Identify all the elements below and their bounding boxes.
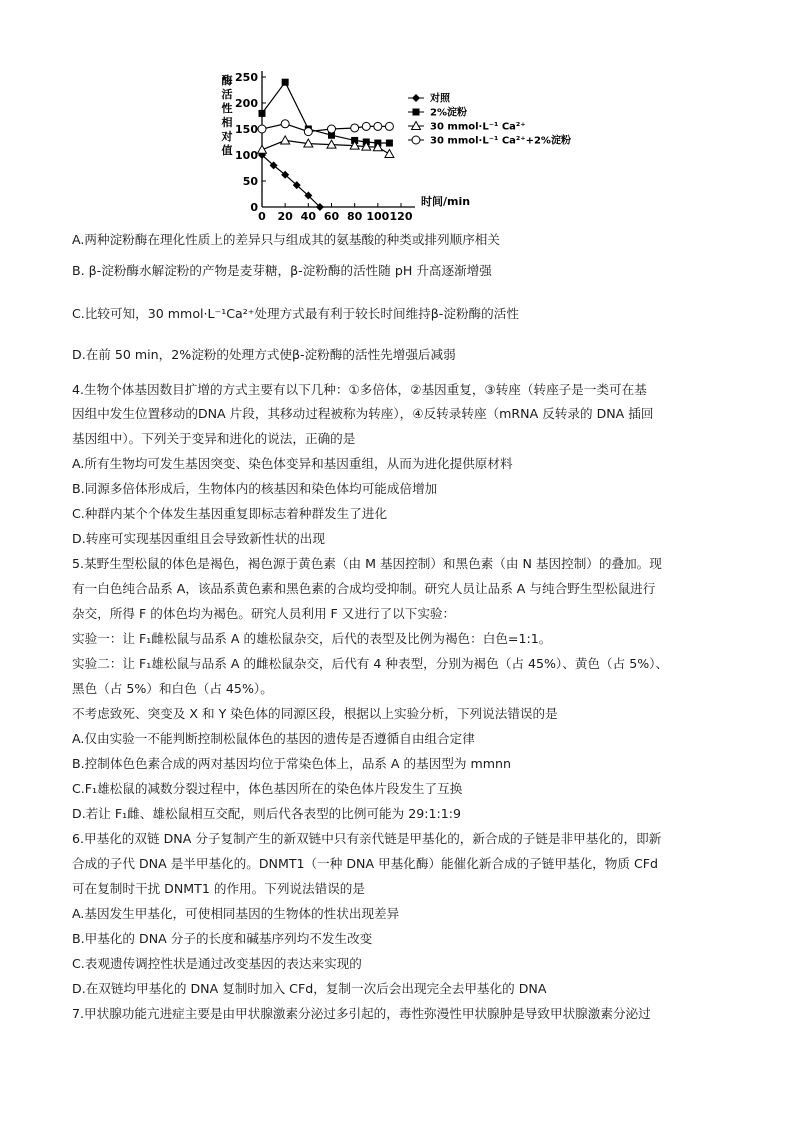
data-point-triangle bbox=[258, 145, 267, 153]
text-line: D.在双链均甲基化的 DNA 复制时加入 CFd，复制一次后会出现完全去甲基化的 DNA bbox=[72, 981, 547, 996]
y-tick-label: 0 bbox=[250, 201, 258, 214]
x-tick-label: 100 bbox=[366, 210, 390, 222]
data-point-circle bbox=[328, 125, 336, 133]
text-line: 有一白色纯合品系 A，该品系黄色素和黑色素的合成均受抑制。研究人员让品系 A 与纯合野生型松鼠进行 bbox=[72, 581, 656, 596]
text-line: 不考虑致死、突变及 X 和 Y 染色体的同源区段，根据以上实验分析，下列说法错误的是 bbox=[72, 706, 558, 721]
x-tick-label: 20 bbox=[277, 210, 293, 222]
text-line: 可在复制时干扰 DNMT1 的作用。下列说法错误的是 bbox=[72, 881, 365, 896]
legend-label: 30 mmol·L⁻¹ Ca²⁺ bbox=[430, 121, 526, 133]
text-line: 杂交，所得 F 的体色均为褐色。研究人员利用 F 又进行了以下实验： bbox=[72, 606, 456, 621]
x-tick-label: 40 bbox=[300, 210, 316, 222]
data-point-square bbox=[259, 110, 266, 117]
data-point-circle bbox=[362, 122, 370, 130]
text-line: 4.生物个体基因数目扩增的方式主要有以下几种：①多倍体，②基因重复，③转座（转座子是一类可在基 bbox=[72, 382, 647, 397]
text-line: C.F₁雄松鼠的减数分裂过程中，体色基因所在的染色体片段发生了互换 bbox=[72, 781, 463, 796]
text-line: 合成的子代 DNA 是半甲基化的。DNMT1（一种 DNA 甲基化酶）能催化新合成的子链甲基化，物质 CFd bbox=[72, 856, 658, 871]
x-tick-label: 120 bbox=[389, 210, 413, 222]
data-point-circle bbox=[258, 125, 266, 133]
text-line: B.甲基化的 DNA 分子的长度和碱基序列均不发生改变 bbox=[72, 931, 373, 946]
chart-canvas bbox=[215, 62, 585, 222]
data-point-square bbox=[386, 140, 393, 147]
legend-label: 对照 bbox=[430, 93, 450, 105]
series-line bbox=[262, 82, 389, 143]
data-point-circle bbox=[412, 136, 420, 144]
legend-label: 30 mmol·L⁻¹ Ca²⁺+2%淀粉 bbox=[430, 135, 571, 147]
text-line: C.比较可知，30 mmol·L⁻¹Ca²⁺处理方式最有利于较长时间维持β-淀粉酶的活性 bbox=[72, 306, 519, 321]
enzyme-activity-chart bbox=[215, 62, 585, 222]
data-point-circle bbox=[374, 122, 382, 130]
data-point-circle bbox=[351, 124, 359, 132]
text-line: B.同源多倍体形成后，生物体内的核基因和染色体均可能成倍增加 bbox=[72, 481, 438, 496]
y-tick-label: 250 bbox=[235, 71, 258, 84]
series-line bbox=[262, 155, 320, 207]
data-point-square bbox=[413, 109, 420, 116]
text-line: D.转座可实现基因重组且会导致新性状的出现 bbox=[72, 531, 325, 546]
text-line: A.两种淀粉酶在理化性质上的差异只与组成其的氨基酸的种类或排列顺序相关 bbox=[72, 232, 500, 247]
text-line: D.在前 50 min，2%淀粉的处理方式使β-淀粉酶的活性先增强后减弱 bbox=[72, 347, 456, 362]
text-line: A.基因发生甲基化，可使相同基因的生物体的性状出现差异 bbox=[72, 906, 400, 921]
data-point-circle bbox=[304, 128, 312, 136]
text-line: 实验二：让 F₁雄松鼠与品系 A 的雌松鼠杂交，后代有 4 种表型，分别为褐色（占 45%）、黄色（占 5%）、 bbox=[72, 656, 669, 671]
text-line: A.所有生物均可发生基因突变、染色体变异和基因重组，从而为进化提供原材料 bbox=[72, 456, 513, 471]
text-line: 6.甲基化的双链 DNA 分子复制产生的新双链中只有亲代链是甲基化的，新合成的子链是非甲基化的，即新 bbox=[72, 831, 662, 846]
x-axis-label: 时间/min bbox=[421, 195, 471, 208]
data-point-triangle bbox=[281, 136, 290, 144]
x-tick-label: 0 bbox=[258, 210, 266, 222]
text-line: 5.某野生型松鼠的体色是褐色，褐色源于黄色素（由 M 基因控制）和黑色素（由 N 基因控制）的叠加。现 bbox=[72, 556, 662, 571]
data-point-diamond bbox=[412, 94, 420, 102]
text-line: 黑色（占 5%）和白色（占 45%）。 bbox=[72, 681, 273, 696]
x-tick-label: 60 bbox=[323, 210, 340, 222]
text-line: 基因组中）。下列关于变异和进化的说法，正确的是 bbox=[72, 431, 356, 446]
data-point-circle bbox=[385, 122, 393, 130]
text-line: C.表观遗传调控性状是通过改变基因的表达来实现的 bbox=[72, 956, 362, 971]
text-line: A.仅由实验一不能判断控制松鼠体色的基因的遗传是否遵循自由组合定律 bbox=[72, 731, 475, 746]
data-point-square bbox=[282, 79, 289, 86]
text-line: D.若让 F₁雌、雄松鼠相互交配，则后代各表型的比例可能为 29:1:1:9 bbox=[72, 806, 462, 821]
legend-label: 2%淀粉 bbox=[430, 107, 467, 119]
y-tick-label: 100 bbox=[235, 149, 258, 162]
data-point-triangle bbox=[385, 149, 394, 157]
y-tick-label: 150 bbox=[235, 123, 258, 136]
text-line: 实验一：让 F₁雌松鼠与品系 A 的雄松鼠杂交，后代的表型及比例为褐色：白色=1:1。 bbox=[72, 631, 552, 646]
y-tick-label: 50 bbox=[242, 175, 258, 188]
x-tick-label: 80 bbox=[347, 210, 363, 222]
text-line: B.控制体色色素合成的两对基因均位于常染色体上，品系 A 的基因型为 mmnn bbox=[72, 756, 511, 771]
text-line: C.种群内某个个体发生基因重复即标志着种群发生了进化 bbox=[72, 506, 388, 521]
text-line: 7.甲状腺功能亢进症主要是由甲状腺激素分泌过多引起的，毒性弥漫性甲状腺肿是导致甲状腺激素分泌过 bbox=[72, 1006, 651, 1021]
data-point-circle bbox=[281, 120, 289, 128]
text-line: 因组中发生位置移动的DNA 片段，其移动过程被称为转座），④反转录转座（mRNA 反转录的 DNA 插回 bbox=[72, 406, 654, 421]
y-tick-label: 200 bbox=[235, 97, 258, 110]
text-line: B. β-淀粉酶水解淀粉的产物是麦芽糖，β-淀粉酶的活性随 pH 升高逐渐增强 bbox=[72, 263, 492, 278]
y-axis-label: 酶活性相对值 bbox=[221, 74, 233, 157]
